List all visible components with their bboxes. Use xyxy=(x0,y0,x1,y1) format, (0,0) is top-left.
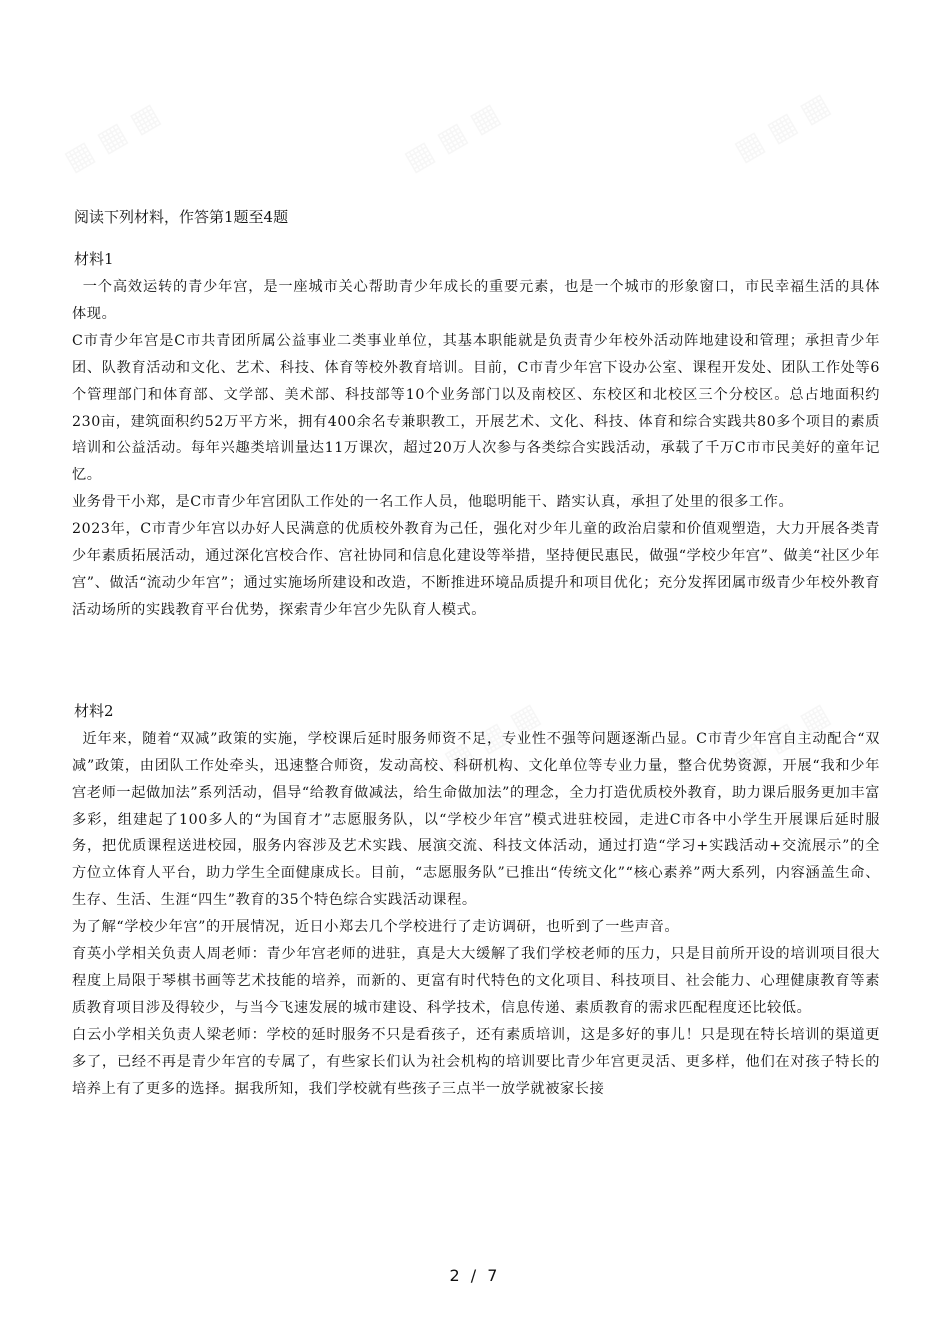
document-content xyxy=(72,206,880,1102)
material-2-paragraph: 近年来，随着“双减”政策的实施，学校课后延时服务师资不足，专业性不强等问题逐渐凸显。C市青少年宫自主动配合“双减”政策，由团队工作处牵头，迅速整合师资，发动高校、科研机构、文化单位等专业力量，整合优势资源，开展“我和少年宫老师一起做加法”系列活动，倡导“给教育做减法，给生命做加法”的理念，全力打造优质校外教育，助力课后服务更加丰富多彩，组建起了100多人的“为国育才”志愿服务队，以“学校少年宫”模式进驻校园，走进C市各中小学生开展课后延时服务，把优质课程送进校园，服务内容涉及艺术实践、展演交流、科技文体活动，通过打造“学习+实践活动+交流展示”的全方位立体育人平台，助力学生全面健康成长。目前，“志愿服务队”已推出“传统文化”“核心素养”两大系列，内容涵盖生命、生存、生活、生涯“四生”教育的35个特色综合实践活动课程。 xyxy=(72,730,880,909)
material-1-paragraph: 业务骨干小郑，是C市青少年宫团队工作处的一名工作人员，他聪明能干、踏实认真，承担了处里的很多工作。 xyxy=(72,494,794,511)
material-2-paragraph: 育英小学相关负责人周老师：青少年宫老师的进驻，真是大大缓解了我们学校老师的压力，只是目前所开设的培训项目很大程度上局限于琴棋书画等艺术技能的培养，而新的、更富有时代特色的文化项目、科技项目、社会能力、心理健康教育等素质教育项目涉及得较少，与当今飞速发展的城市建设、科学技术，信息传递、素质教育的需求匹配程度还比较低。 xyxy=(72,946,880,1016)
material-1-section xyxy=(72,248,880,624)
material-2-paragraph: 白云小学相关负责人梁老师：学校的延时服务不只是看孩子，还有素质培训，这是多好的事儿！只是现在特长培训的渠道更多了，已经不再是青少年宫的专属了，有些家长们认为社会机构的培训要比青少年宫更灵活、更多样，他们在对孩子特长的培养上有了更多的选择。据我所知，我们学校就有些孩子三点半一放学就被家长接 xyxy=(72,1026,880,1097)
watermark xyxy=(728,86,836,168)
material-1-paragraph: 2023年，C市青少年宫以办好人民满意的优质校外教育为己任，强化对少年儿童的政治启蒙和价值观塑造，大力开展各类青少年素质拓展活动，通过深化宫校合作、宫社协同和信息化建设等举措，坚持便民惠民，做强“学校少年宫”、做美“社区少年宫”、做活“流动少年宫”；通过实施场所建设和改造，不断推进环境品质提升和项目优化；充分发挥团属市级青少年校外教育活动场所的实践教育平台优势，探索青少年宫少先队育人模式。 xyxy=(72,521,880,618)
page-number: 2 / 7 xyxy=(449,1266,501,1285)
watermark xyxy=(58,96,166,178)
material-1-paragraph: 一个高效运转的青少年宫，是一座城市关心帮助青少年成长的重要元素，也是一个城市的形象窗口，市民幸福生活的具体体现。 xyxy=(72,279,880,322)
material-2-title: 材料2 xyxy=(74,701,114,720)
material-2-paragraph: 为了解“学校少年宫”的开展情况，近日小郑去几个学校进行了走访调研，也听到了一些声音。 xyxy=(72,919,680,936)
instruction-text: 阅读下列材料，作答第1题至4题 xyxy=(74,208,289,226)
section-gap xyxy=(72,624,880,700)
material-1-paragraph: C市青少年宫是C市共青团所属公益事业二类事业单位，其基本职能就是负责青少年校外活动阵地建设和管理；承担青少年团、队教育活动和文化、艺术、科技、体育等校外教育培训。目前，C市青少年宫下设办公室、课程开发处、团队工作处等6个管理部门和体育部、文学部、美术部、科技部等10个业务部门以及南校区、东校区和北校区三个分校区。总占地面积约230亩，建筑面积约52万平方米，拥有400余名专兼职教工，开展艺术、文化、科技、体育和综合实践共80多个项目的素质培训和公益活动。每年兴趣类培训量达11万课次，超过20万人次参与各类综合实践活动，承载了千万C市市民美好的童年记忆。 xyxy=(72,332,880,484)
material-1-title: 材料1 xyxy=(74,250,114,268)
watermark xyxy=(398,96,506,178)
material-2-section xyxy=(72,700,880,1103)
